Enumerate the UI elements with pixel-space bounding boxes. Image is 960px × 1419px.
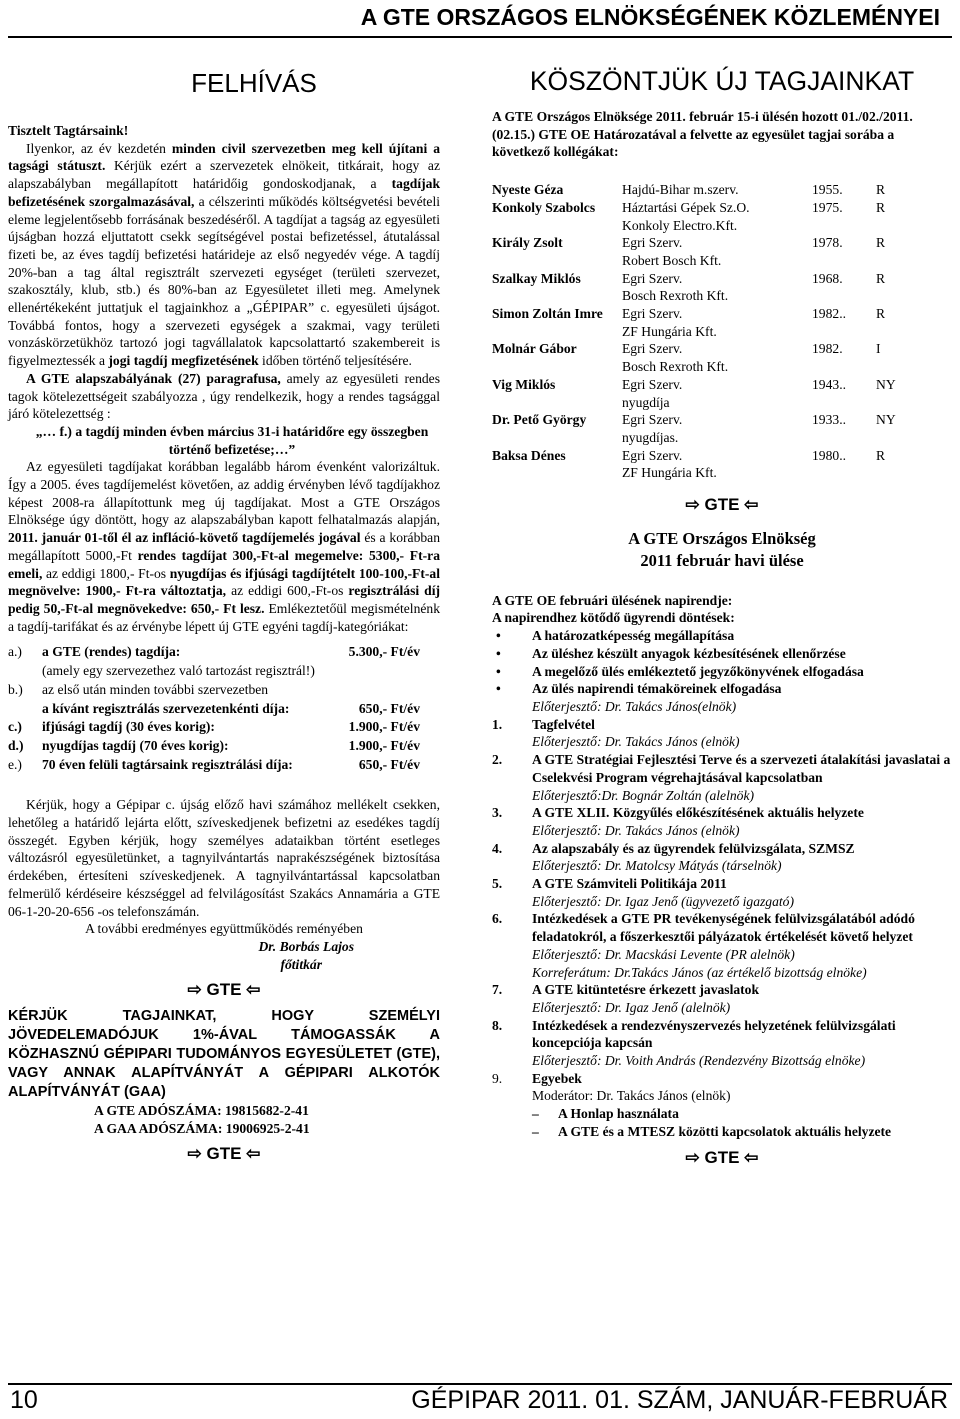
new-members-heading: KÖSZÖNTJÜK ÚJ TAGJAINKAT — [529, 66, 915, 96]
member-row: Király Zsolt Egri Szerv. Robert Bosch Kft. 1978. R — [492, 235, 886, 268]
member-row: Dr. Pető György Egri Szerv. nyugdíjas. 1933.. NY — [492, 412, 896, 445]
gaa-tax-number: A GAA ADÓSZÁMA: 19006925-2-41 — [94, 1120, 310, 1136]
footer-rule — [8, 1383, 952, 1385]
gte-tax-number: A GTE ADÓSZÁMA: 19815682-2-41 — [94, 1103, 309, 1119]
agenda-intro-2: A napirendhez kötődő ügyrendi döntések: — [492, 610, 735, 626]
gte-logo-mark: ⇨ GTE ⇦ — [187, 980, 261, 1000]
fee-row: a kívánt regisztrálás szervezetenkénti díja: 650,- Ft/év — [42, 700, 420, 716]
gte-logo-mark: ⇨ GTE ⇦ — [685, 1147, 759, 1167]
other-topics-list — [492, 1105, 952, 1140]
member-row: Szalkay Miklós Egri Szerv. Bosch Rexroth Kft. 1968. R — [492, 270, 886, 304]
agenda-item: 1. Tagfelvétel Előterjesztő: Dr. Takács János (elnök) — [492, 716, 740, 750]
agenda-item: 3. A GTE XLII. Közgyűlés előkészítésének aktuális helyzete Előterjesztő: Dr. Takács János (elnök) — [492, 805, 864, 838]
page-header-title: A GTE ORSZÁGOS ELNÖKSÉGÉNEK KÖZLEMÉNYEI — [360, 4, 940, 30]
page-number: 10 — [10, 1386, 38, 1414]
gte-logo-mark: ⇨ GTE ⇦ — [685, 495, 759, 515]
member-row: Simon Zoltán Imre Egri Szerv. ZF Hungária Kft. 1982.. R — [492, 306, 886, 339]
left-column — [8, 48, 440, 1171]
fee-row: b.) az első után minden további szervezetben — [8, 681, 269, 697]
member-row: Molnár Gábor Egri Szerv. Bosch Rexroth Kft. 1982. I — [492, 341, 881, 375]
paragraph-fee-increase: Az egyesületi tagdíjakat korábban legalább három évenként valorizáltuk. Így a 2005. éves tagdíjemelést követően, az addig érvényben lévő tagdíjakhoz képest 2008-ra állapítottunk meg új tagdíjakat. Most a GTE Országos Elnöksége úgy döntött, hogy az alapszabályban kapott felhatalmazás alapján, 2011. január 01-től él az infláció-követő tagdíjemelés jogával és a korábban megállapított 5000,-Ft rendes tagdíjat 300,-Ft-al megemelve: 5300,- Ft-ra emeli, az eddigi 1800,- Ft-os nyugdíjas és ifjúsági tagdíjtételt 100-100,-Ft-al megnövelve: 1900,- Ft-ra változtatja, az eddigi 600,-Ft-os regisztrálási díj pedig 50,-Ft-al megnövekedve: 650,- Ft lesz. Emlékeztetőül megismételnénk a tagdíj-tarifákat és az érvénybe lépett új GTE egyéni tagdíj-kategóriákat: — [8, 459, 441, 634]
list-item: – A GTE és a MTESZ közötti kapcsolatok aktuális helyzete — [492, 1123, 952, 1141]
list-item: • A megelőző ülés emlékeztető jegyzőkönyvének elfogadása — [492, 663, 952, 681]
fee-row: c.) ifjúsági tagdíj (30 éves korig): 1.900,- Ft/év — [8, 719, 420, 735]
fee-row: e.) 70 éven felüli tagtársaink regisztrálási díja: 650,- Ft/év — [8, 756, 420, 772]
fee-row: d.) nyugdíjas tagdíj (70 éves korig): 1.900,- Ft/év — [8, 737, 420, 753]
signature-name: Dr. Borbás Lajos — [258, 938, 354, 954]
agenda-item: 9. Egyebek Moderátor: Dr. Takács János (elnök) — [492, 1070, 731, 1104]
statute-quote: „… f.) a tagdíj minden évben március 31-i határidőre egy összegben történő befizetése;…” — [35, 423, 429, 457]
agenda-item: 2. A GTE Stratégiai Fejlesztési Terve és a szervezeti átalakítási javaslatai a Cselekvési Program végrehajtásával kapcsolatban Előterjesztő:Dr. Bognár Zoltán (alelnök) — [492, 752, 951, 803]
agenda-intro: A GTE OE februári ülésének napirendje: — [492, 592, 733, 608]
fee-table — [8, 643, 420, 774]
fee-row: (amely egy szervezethez való tartozást regisztrál!) — [42, 663, 315, 679]
list-item: • Az ülés napirendi témaköreinek elfogadása — [492, 680, 952, 698]
new-members-intro: A GTE Országos Elnöksége 2011. február 15-i ülésén hozott 01./02./2011. (02.15.) GTE OE Határozatával a felvette az egyesület tagjai sorába a következő kollégákat: — [492, 109, 913, 160]
fee-row: a.) a GTE (rendes) tagdíja: 5.300,- Ft/év — [8, 644, 420, 660]
issue-info: GÉPIPAR 2011. 01. SZÁM, JANUÁR-FEBRUÁR — [411, 1386, 948, 1414]
paragraph-statute: A GTE alapszabályának (27) paragrafusa, amely az egyesületi rendes tagok kötelezettségeit szabályozza , úgy rendelkezik, hogy a rendes tagsággal járó kötelezettség : — [8, 370, 440, 422]
paragraph-membership: Ilyenkor, az év kezdetén minden civil szervezetben meg kell újítani a tagsági státuszt. Kérjük ezért a szervezetek elnökeit, titkárait, hogy az alapszabályban megállapított határidőig gondoskodjanak, a tagdíjak befizetésének szorgalmazásával, a célszerinti működés költségvetési bevételi eleme legjelentősebb forrásának beszedéséről. A tagdíjat a tagság az egyesületi újságban hozzá eljuttatott csekk segítségével postai befizetéssel, átutalással fizeti be, az éves tagdíj befizetési határideje az első negyedév vége. A tagdíj 20%-ban a tag által regisztrált szervezeti egységet (területi szervezet, szakosztály, klub, stb.) és 80%-ban az Egyesületet illeti meg. Amelynek ellenértékeként juttatjuk el tagjainkhoz a „GÉPIPAR” c. egyesületi újságot. Továbbá fontos, hogy a szervezeti egységek a szakmai, vagy területi vonzáskörzetükhöz tartozó jogi tagvállalatok kapcsolattartó szakembereit is figyelmeztessék a jogi tagdíj megfizetésének időben történő teljesítésére. — [8, 140, 440, 369]
procedural-decisions-list — [492, 627, 952, 698]
greeting: Tisztelt Tagtársaink! — [8, 123, 129, 138]
signature-title: főtitkár — [280, 956, 322, 972]
agenda-item: 5. A GTE Számviteli Politikája 2011 Előterjesztő: Dr. Igaz Jenő (ügyvezető igazgató) — [492, 876, 795, 909]
member-row: Baksa Dénes Egri Szerv. ZF Hungária Kft. 1980.. R — [492, 447, 886, 481]
member-row: Konkoly Szabolcs Háztartási Gépek Sz.O. Konkoly Electro.Kft. 1975. R — [492, 199, 886, 233]
agenda-item: 4. Az alapszabály és az ügyrendek felülvizsgálata, SZMSZ Előterjesztő: Dr. Matolcsy Mátyás (társelnök) — [492, 840, 855, 874]
header-rule — [8, 36, 952, 38]
agenda-list — [492, 716, 952, 1105]
agenda-item: 8. Intézkedések a rendezvényszervezés helyzetének felülvizsgálati koncepciója kapcsán Előterjesztő: Dr. Voith András (Rendezvény Bizottság elnöke) — [492, 1017, 896, 1069]
felhivas-heading: FELHÍVÁS — [191, 68, 317, 98]
meeting-title-2: 2011 február havi ülése — [640, 550, 804, 570]
list-item: – A Honlap használata — [492, 1105, 952, 1123]
new-members-table — [492, 181, 952, 482]
list-item: • A határozatképesség megállapítása — [492, 627, 952, 645]
closing-line: A további eredményes együttműködés reményében — [85, 921, 363, 937]
paragraph-payment-request: Kérjük, hogy a Gépipar c. újság előző havi számához mellékelt csekken, lehetőleg a határidő lejárta előtt, szíveskedjenek befizetni az esedékes tagdíj összegét. Egyben kérjük, hogy személyes adataikban történt esetleges változásról egyesületünket, a tagnyilvántartás naprakészségének biztosítása érdekében, értesíteni szíveskedjenek. A tagnyilvántartással kapcsolatban felmerülő kérdéseire készséggel ad felvilágosítást Szakács Annamária a GTE 06-1-20-20-656 -os telefonszámán. — [8, 797, 440, 919]
right-column — [492, 48, 952, 1174]
tax-appeal: KÉRJÜK TAGJAINKAT, HOGY SZEMÉLYI JÖVEDELEMADÓJUK 1%-ÁVAL TÁMOGASSÁK A KÖZHASZNÚ GÉPIPARI TUDOMÁNYOS EGYESÜLETET (GTE), VAGY ANNAK ALAPÍTVÁNYÁT A GÉPIPARI ALKOTÓK ALAPÍTVÁNYÁT (GAA) — [8, 1008, 440, 1101]
presenter: Előterjesztő: Dr. Takács János(elnök) — [532, 698, 737, 714]
member-row: Nyeste Géza Hajdú-Bihar m.szerv. 1955. R — [492, 182, 886, 198]
list-item: • Az üléshez készült anyagok kézbesítésének ellenőrzése — [492, 645, 952, 663]
member-row: Vig Miklós Egri Szerv. nyugdíja 1943.. NY — [492, 376, 896, 410]
meeting-title-1: A GTE Országos Elnökség — [628, 528, 816, 548]
agenda-item: 7. A GTE kitüntetésre érkezett javaslatok Előterjesztő: Dr. Igaz Jenő (alelnök) — [492, 982, 760, 1015]
agenda-item: 6. Intézkedések a GTE PR tevékenységének felülvizsgálatából adódó feladatokról, a főszerkesztői pályázatok értékelését követő helyzet Előterjesztő: Dr. Macskási Levente (PR alelnök) Korreferátum: Dr.Takács János (az értékelő bizottság elnöke) — [492, 911, 915, 980]
gte-logo-mark: ⇨ GTE ⇦ — [187, 1144, 261, 1164]
